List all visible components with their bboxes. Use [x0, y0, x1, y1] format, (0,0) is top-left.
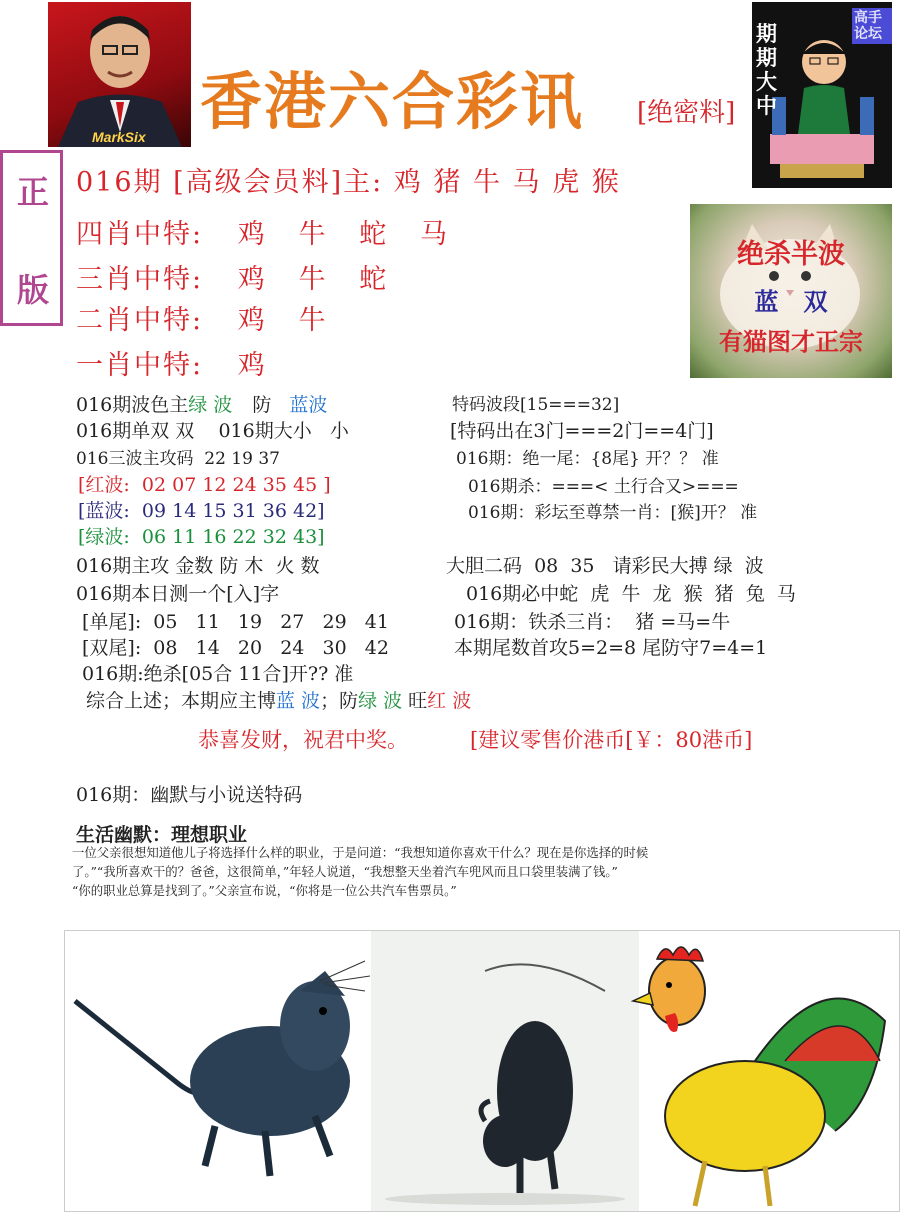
wave-color-prefix: 016期波色主	[76, 394, 189, 416]
cartoon-badge-text: 高手论坛	[852, 8, 892, 44]
story-body	[72, 843, 872, 900]
summary-red: 红 波	[427, 690, 472, 712]
cat-box-line2: 蓝 双	[754, 287, 828, 316]
tail-row: 016期：绝一尾：{8尾} 开？？ 准	[456, 449, 719, 469]
two-zodiac-values: 鸡 牛	[237, 305, 328, 336]
odd-even-row: 016期单双 双 016期大小 小	[76, 420, 349, 442]
wave-color-row	[76, 390, 327, 417]
story-title: 生活幽默：理想职业	[76, 824, 248, 846]
kill-three-row: 016期：铁杀三肖： 猪 =马=牛	[454, 611, 731, 633]
rat-illustration	[75, 961, 370, 1176]
four-zodiac-label: 四肖中特:	[76, 219, 204, 250]
one-zodiac-label: 一肖中特:	[76, 350, 204, 381]
rooster-illustration	[633, 947, 885, 1206]
five-elements-row: 016期主攻 金数 防 木 火 数	[76, 555, 320, 577]
story-line-2: 了。”“我所喜欢干的？爸爸，这很简单，”年轻人说道，“我想整天坐着汽车兜风而且口袋里装满了钱。”	[72, 864, 618, 879]
wave-guard-value: 蓝波	[289, 394, 328, 416]
summary-prefix: 综合上述；本期应主博	[86, 690, 277, 712]
double-tail-row: [双尾]: 08 14 20 24 30 42	[82, 637, 389, 659]
edition-label-box	[0, 150, 63, 326]
summary-mid: ；防	[320, 690, 359, 712]
story-heading: 016期：幽默与小说送特码	[76, 784, 303, 806]
tail-attack-row: 本期尾数首攻5=2=8 尾防守7=4=1	[454, 637, 768, 659]
three-wave-row: 016三波主攻码 22 19 37	[76, 449, 280, 469]
summary-row	[86, 686, 471, 713]
cat-box-line1: 绝杀半波	[737, 239, 845, 270]
cat-image-box	[690, 204, 892, 378]
blue-wave-row: [蓝波: 09 14 15 31 36 42]	[78, 500, 325, 522]
cat-box-line3: 有猫图才正宗	[719, 327, 863, 356]
zodiac-animals-illustration	[65, 931, 899, 1211]
three-zodiac-values: 鸡 牛 蛇	[237, 264, 389, 295]
ban-row: 016期：彩坛至尊禁一肖：[猴]开？ 准	[468, 503, 758, 523]
zodiac-animals-image	[64, 930, 900, 1212]
marksix-logo: MarkSix	[92, 129, 146, 145]
two-zodiac-label: 二肖中特:	[76, 305, 204, 336]
congrats-text: 恭喜发财，祝君中奖。	[198, 728, 408, 752]
wave-color-main: 绿 波	[188, 394, 233, 416]
host-photo	[48, 2, 191, 147]
story-line-1: 一位父亲很想知道他儿子将选择什么样的职业，于是问道：“我想知道你喜欢干什么？现在是你选择的时候	[72, 845, 649, 860]
one-zodiac-values: 鸡	[237, 350, 267, 381]
issue-headline: 016期 [高级会员料]主: 鸡 猪 牛 马 虎 猴	[76, 167, 621, 198]
wave-guard-label: 防	[252, 394, 272, 416]
kill-row: 016期:绝杀[05合 11合]开?? 准	[82, 663, 354, 685]
three-zodiac-row	[76, 257, 388, 296]
cartoon-image	[752, 2, 892, 188]
summary-mid2: 旺	[402, 690, 428, 712]
green-wave-row: [绿波: 06 11 16 22 32 43]	[78, 526, 325, 548]
cartoon-sign-text: 期期大中	[756, 21, 777, 118]
title-bracket-label: [绝密料]	[637, 98, 736, 128]
doors-row: [特码出在3门===2门==4门]	[450, 420, 714, 442]
summary-blue: 蓝 波	[276, 690, 321, 712]
kill-element-row: 016期杀：===< 土行合又>===	[468, 477, 739, 497]
four-zodiac-values: 鸡 牛 蛇 马	[237, 219, 449, 250]
four-zodiac-row	[76, 212, 449, 251]
summary-green: 绿 波	[358, 690, 403, 712]
two-zodiac-row	[76, 298, 327, 337]
must-hit-row: 016期必中蛇 虎 牛 龙 猴 猪 兔 马	[466, 583, 796, 605]
segment-row: 特码波段[15===32]	[452, 395, 620, 415]
red-wave-row: [红波: 02 07 12 24 35 45 ]	[78, 474, 331, 496]
one-zodiac-row	[76, 343, 267, 382]
edition-label-bottom: 版	[17, 271, 50, 309]
two-codes-row: 大胆二码 08 35 请彩民大搏 绿 波	[446, 555, 764, 577]
price-text: [建议零售价港币[￥：80港币]	[470, 728, 753, 752]
daily-char-row: 016期本日测一个[入]字	[76, 583, 280, 605]
story-line-3: “你的职业总算是找到了。”父亲宣布说，“你将是一位公共汽车售票员。”	[72, 883, 457, 898]
three-zodiac-label: 三肖中特:	[76, 264, 204, 295]
page-title: 香港六合彩讯	[200, 65, 585, 138]
portrait-illustration	[48, 2, 191, 147]
single-tail-row: [单尾]: 05 11 19 27 29 41	[82, 611, 389, 633]
edition-label-top: 正	[17, 173, 50, 211]
